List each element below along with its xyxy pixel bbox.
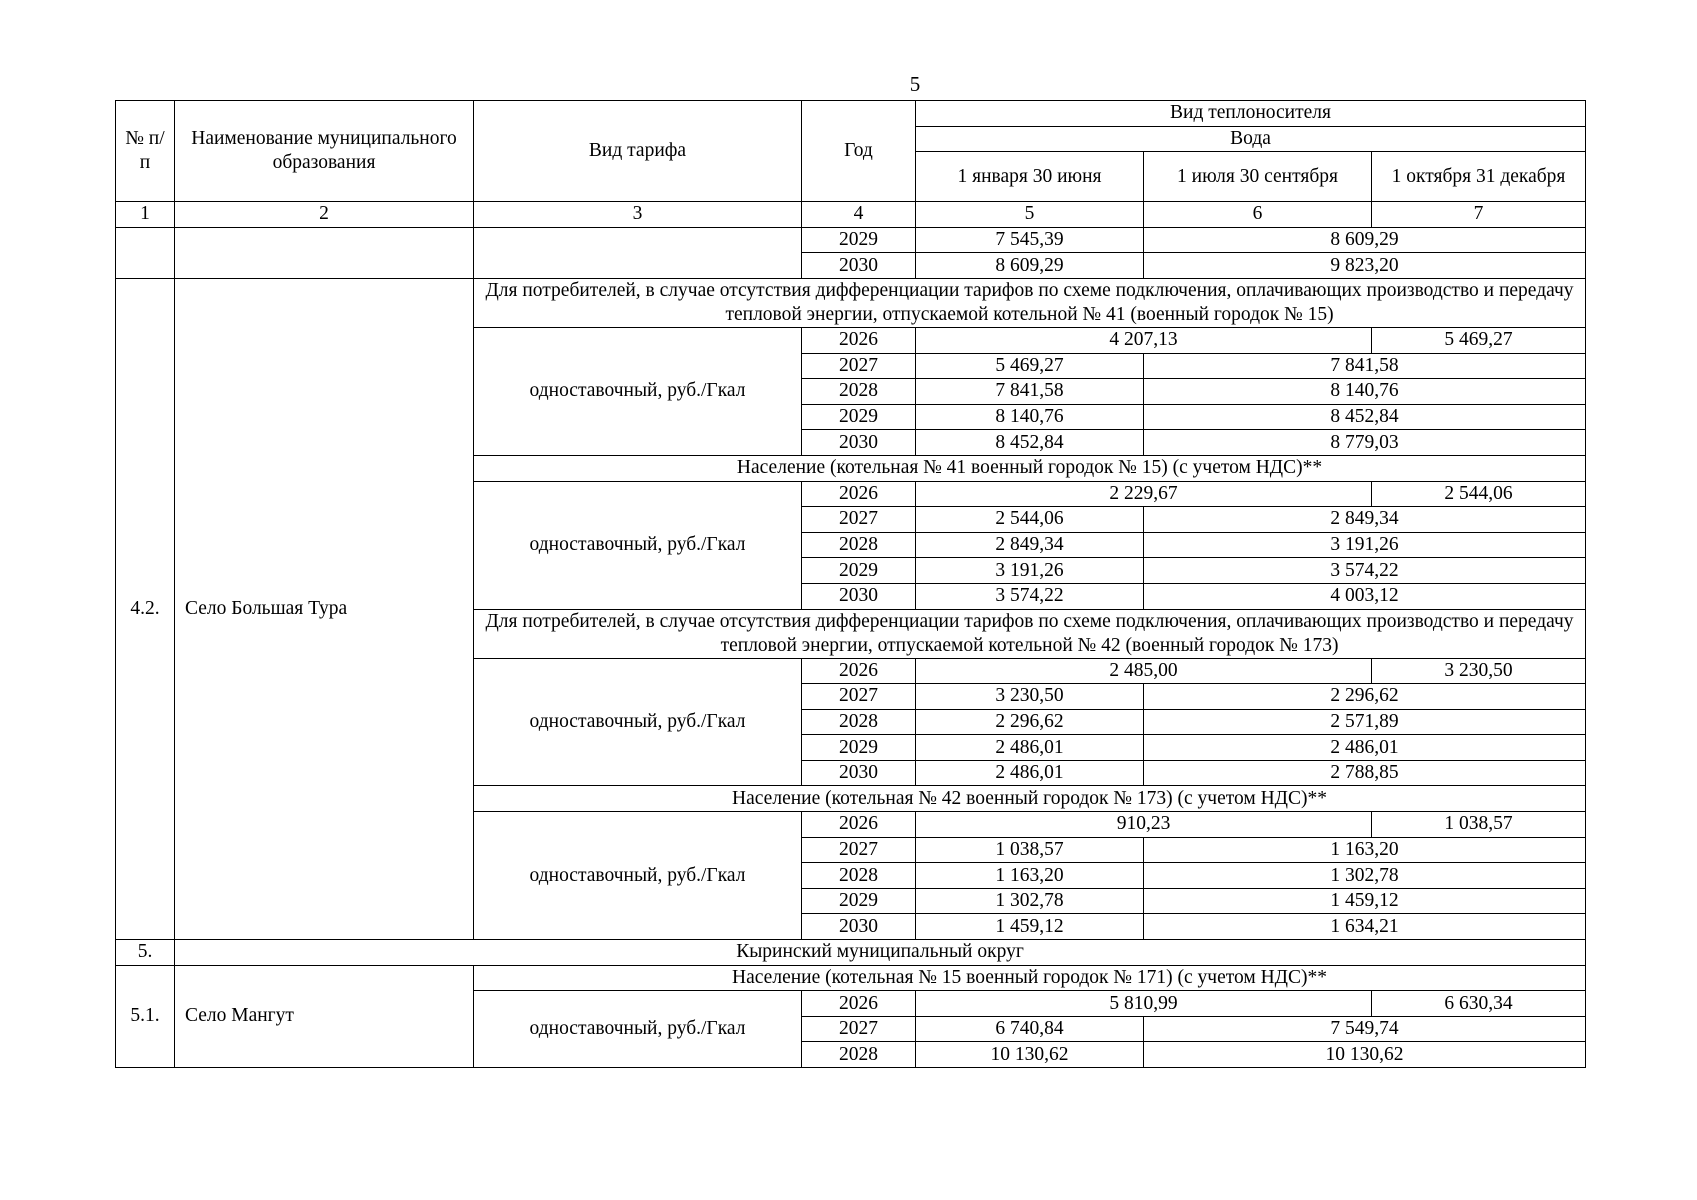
tariff-value-h2: 1 459,12 — [1144, 888, 1586, 914]
year-cell: 2027 — [802, 507, 916, 533]
entity-name: Село Мангут — [175, 965, 474, 1067]
tariff-type: одноставочный, руб./Гкал — [474, 991, 802, 1068]
tariff-value-h1: 2 544,06 — [916, 507, 1144, 533]
entity-number: 5.1. — [116, 965, 175, 1067]
header-period-2: 1 июля 30 сентября — [1144, 152, 1372, 202]
entity-number: 4.2. — [116, 278, 175, 939]
tariff-value-h2: 8 609,29 — [1144, 227, 1586, 253]
tariff-value-h2: 7 549,74 — [1144, 1016, 1586, 1042]
year-cell: 2030 — [802, 760, 916, 786]
group-caption-row — [116, 965, 1586, 991]
tariff-value-q4: 6 630,34 — [1372, 991, 1586, 1017]
tariff-value-h2: 7 841,58 — [1144, 353, 1586, 379]
table-row — [116, 227, 1586, 253]
tariff-value-q4: 1 038,57 — [1372, 812, 1586, 838]
tariff-value-h2: 1 634,21 — [1144, 914, 1586, 940]
district-name: Кыринский муниципальный округ — [175, 940, 1586, 966]
column-number: 2 — [175, 202, 474, 228]
year-cell: 2029 — [802, 227, 916, 253]
tariff-value-h1-merged: 5 810,99 — [916, 991, 1372, 1017]
tariff-value-h1: 2 486,01 — [916, 760, 1144, 786]
tariff-value-h1: 6 740,84 — [916, 1016, 1144, 1042]
header-tariff: Вид тарифа — [474, 101, 802, 202]
page-number: 5 — [909, 72, 921, 96]
year-cell: 2029 — [802, 558, 916, 584]
tariff-value-h1: 3 191,26 — [916, 558, 1144, 584]
year-cell: 2026 — [802, 991, 916, 1017]
year-cell: 2028 — [802, 709, 916, 735]
tariff-value-h1: 2 296,62 — [916, 709, 1144, 735]
tariff-type: одноставочный, руб./Гкал — [474, 658, 802, 786]
year-cell: 2028 — [802, 532, 916, 558]
year-cell: 2026 — [802, 481, 916, 507]
tariff-value-q4: 3 230,50 — [1372, 658, 1586, 684]
tariff-value-h1: 10 130,62 — [916, 1042, 1144, 1068]
header-row — [116, 101, 1586, 127]
tariff-value-h1: 1 038,57 — [916, 837, 1144, 863]
column-number: 4 — [802, 202, 916, 228]
header-carrier-group: Вид теплоносителя — [916, 101, 1586, 127]
entity-name: Село Большая Тура — [175, 278, 474, 939]
tariff-value-h1: 2 849,34 — [916, 532, 1144, 558]
tariff-value-h1: 7 841,58 — [916, 379, 1144, 405]
header-period-1: 1 января 30 июня — [916, 152, 1144, 202]
entity-name — [175, 227, 474, 278]
tariff-value-h2: 2 849,34 — [1144, 507, 1586, 533]
tariff-value-q4: 2 544,06 — [1372, 481, 1586, 507]
header-period-3: 1 октября 31 декабря — [1372, 152, 1586, 202]
group-caption: Для потребителей, в случае отсутствия дифференциации тарифов по схеме подключения, оплачивающих производство и передачу тепловой энергии, отпускаемой котельной № 42 (военный городок № 173) — [474, 609, 1586, 658]
year-cell: 2027 — [802, 684, 916, 710]
tariff-value-h1-merged: 2 485,00 — [916, 658, 1372, 684]
tariff-value-h1: 5 469,27 — [916, 353, 1144, 379]
tariff-type: одноставочный, руб./Гкал — [474, 481, 802, 609]
tariff-value-q4: 5 469,27 — [1372, 327, 1586, 353]
tariff-value-h1: 8 140,76 — [916, 404, 1144, 430]
tariff-value-h2: 9 823,20 — [1144, 253, 1586, 279]
tariff-value-h1: 3 574,22 — [916, 583, 1144, 609]
year-cell: 2028 — [802, 863, 916, 889]
year-cell: 2026 — [802, 658, 916, 684]
tariff-value-h2: 2 296,62 — [1144, 684, 1586, 710]
header-year: Год — [802, 101, 916, 202]
year-cell: 2028 — [802, 1042, 916, 1068]
tariff-value-h2: 2 571,89 — [1144, 709, 1586, 735]
column-number: 5 — [916, 202, 1144, 228]
tariff-value-h2: 10 130,62 — [1144, 1042, 1586, 1068]
tariff-table — [115, 100, 1586, 1068]
column-numbering-row — [116, 202, 1586, 228]
group-caption: Население (котельная № 41 военный городок № 15) (с учетом НДС)** — [474, 455, 1586, 481]
district-number: 5. — [116, 940, 175, 966]
tariff-value-h2: 8 779,03 — [1144, 430, 1586, 456]
group-caption: Население (котельная № 15 военный городок № 171) (с учетом НДС)** — [474, 965, 1586, 991]
tariff-value-h2: 8 140,76 — [1144, 379, 1586, 405]
year-cell: 2027 — [802, 1016, 916, 1042]
group-caption: Для потребителей, в случае отсутствия дифференциации тарифов по схеме подключения, оплачивающих производство и передачу тепловой энергии, отпускаемой котельной № 41 (военный городок № 15) — [474, 278, 1586, 327]
tariff-value-h1: 8 452,84 — [916, 430, 1144, 456]
district-row — [116, 940, 1586, 966]
tariff-type: одноставочный, руб./Гкал — [474, 812, 802, 940]
header-carrier: Вода — [916, 126, 1586, 152]
year-cell: 2027 — [802, 353, 916, 379]
tariff-value-h1: 1 163,20 — [916, 863, 1144, 889]
tariff-type: одноставочный, руб./Гкал — [474, 327, 802, 455]
column-number: 3 — [474, 202, 802, 228]
tariff-value-h1: 3 230,50 — [916, 684, 1144, 710]
tariff-value-h1: 7 545,39 — [916, 227, 1144, 253]
tariff-value-h2: 2 788,85 — [1144, 760, 1586, 786]
year-cell: 2030 — [802, 914, 916, 940]
column-number: 6 — [1144, 202, 1372, 228]
column-number: 7 — [1372, 202, 1586, 228]
tariff-value-h2: 8 452,84 — [1144, 404, 1586, 430]
tariff-value-h2: 2 486,01 — [1144, 735, 1586, 761]
year-cell: 2029 — [802, 735, 916, 761]
tariff-value-h1-merged: 910,23 — [916, 812, 1372, 838]
tariff-value-h1: 1 459,12 — [916, 914, 1144, 940]
year-cell: 2030 — [802, 253, 916, 279]
column-number: 1 — [116, 202, 175, 228]
year-cell: 2027 — [802, 837, 916, 863]
tariff-value-h2: 4 003,12 — [1144, 583, 1586, 609]
tariff-value-h2: 3 574,22 — [1144, 558, 1586, 584]
tariff-type — [474, 227, 802, 278]
year-cell: 2030 — [802, 430, 916, 456]
year-cell: 2026 — [802, 327, 916, 353]
header-name: Наименование муниципального образования — [175, 101, 474, 202]
group-caption: Население (котельная № 42 военный городок № 173) (с учетом НДС)** — [474, 786, 1586, 812]
year-cell: 2026 — [802, 812, 916, 838]
year-cell: 2028 — [802, 379, 916, 405]
year-cell: 2029 — [802, 404, 916, 430]
tariff-value-h2: 1 163,20 — [1144, 837, 1586, 863]
tariff-value-h1: 8 609,29 — [916, 253, 1144, 279]
entity-number — [116, 227, 175, 278]
tariff-value-h2: 1 302,78 — [1144, 863, 1586, 889]
tariff-value-h1-merged: 2 229,67 — [916, 481, 1372, 507]
year-cell: 2030 — [802, 583, 916, 609]
group-caption-row — [116, 278, 1586, 327]
tariff-value-h2: 3 191,26 — [1144, 532, 1586, 558]
tariff-value-h1-merged: 4 207,13 — [916, 327, 1372, 353]
tariff-value-h1: 2 486,01 — [916, 735, 1144, 761]
year-cell: 2029 — [802, 888, 916, 914]
header-num: № п/п — [116, 101, 175, 202]
tariff-value-h1: 1 302,78 — [916, 888, 1144, 914]
